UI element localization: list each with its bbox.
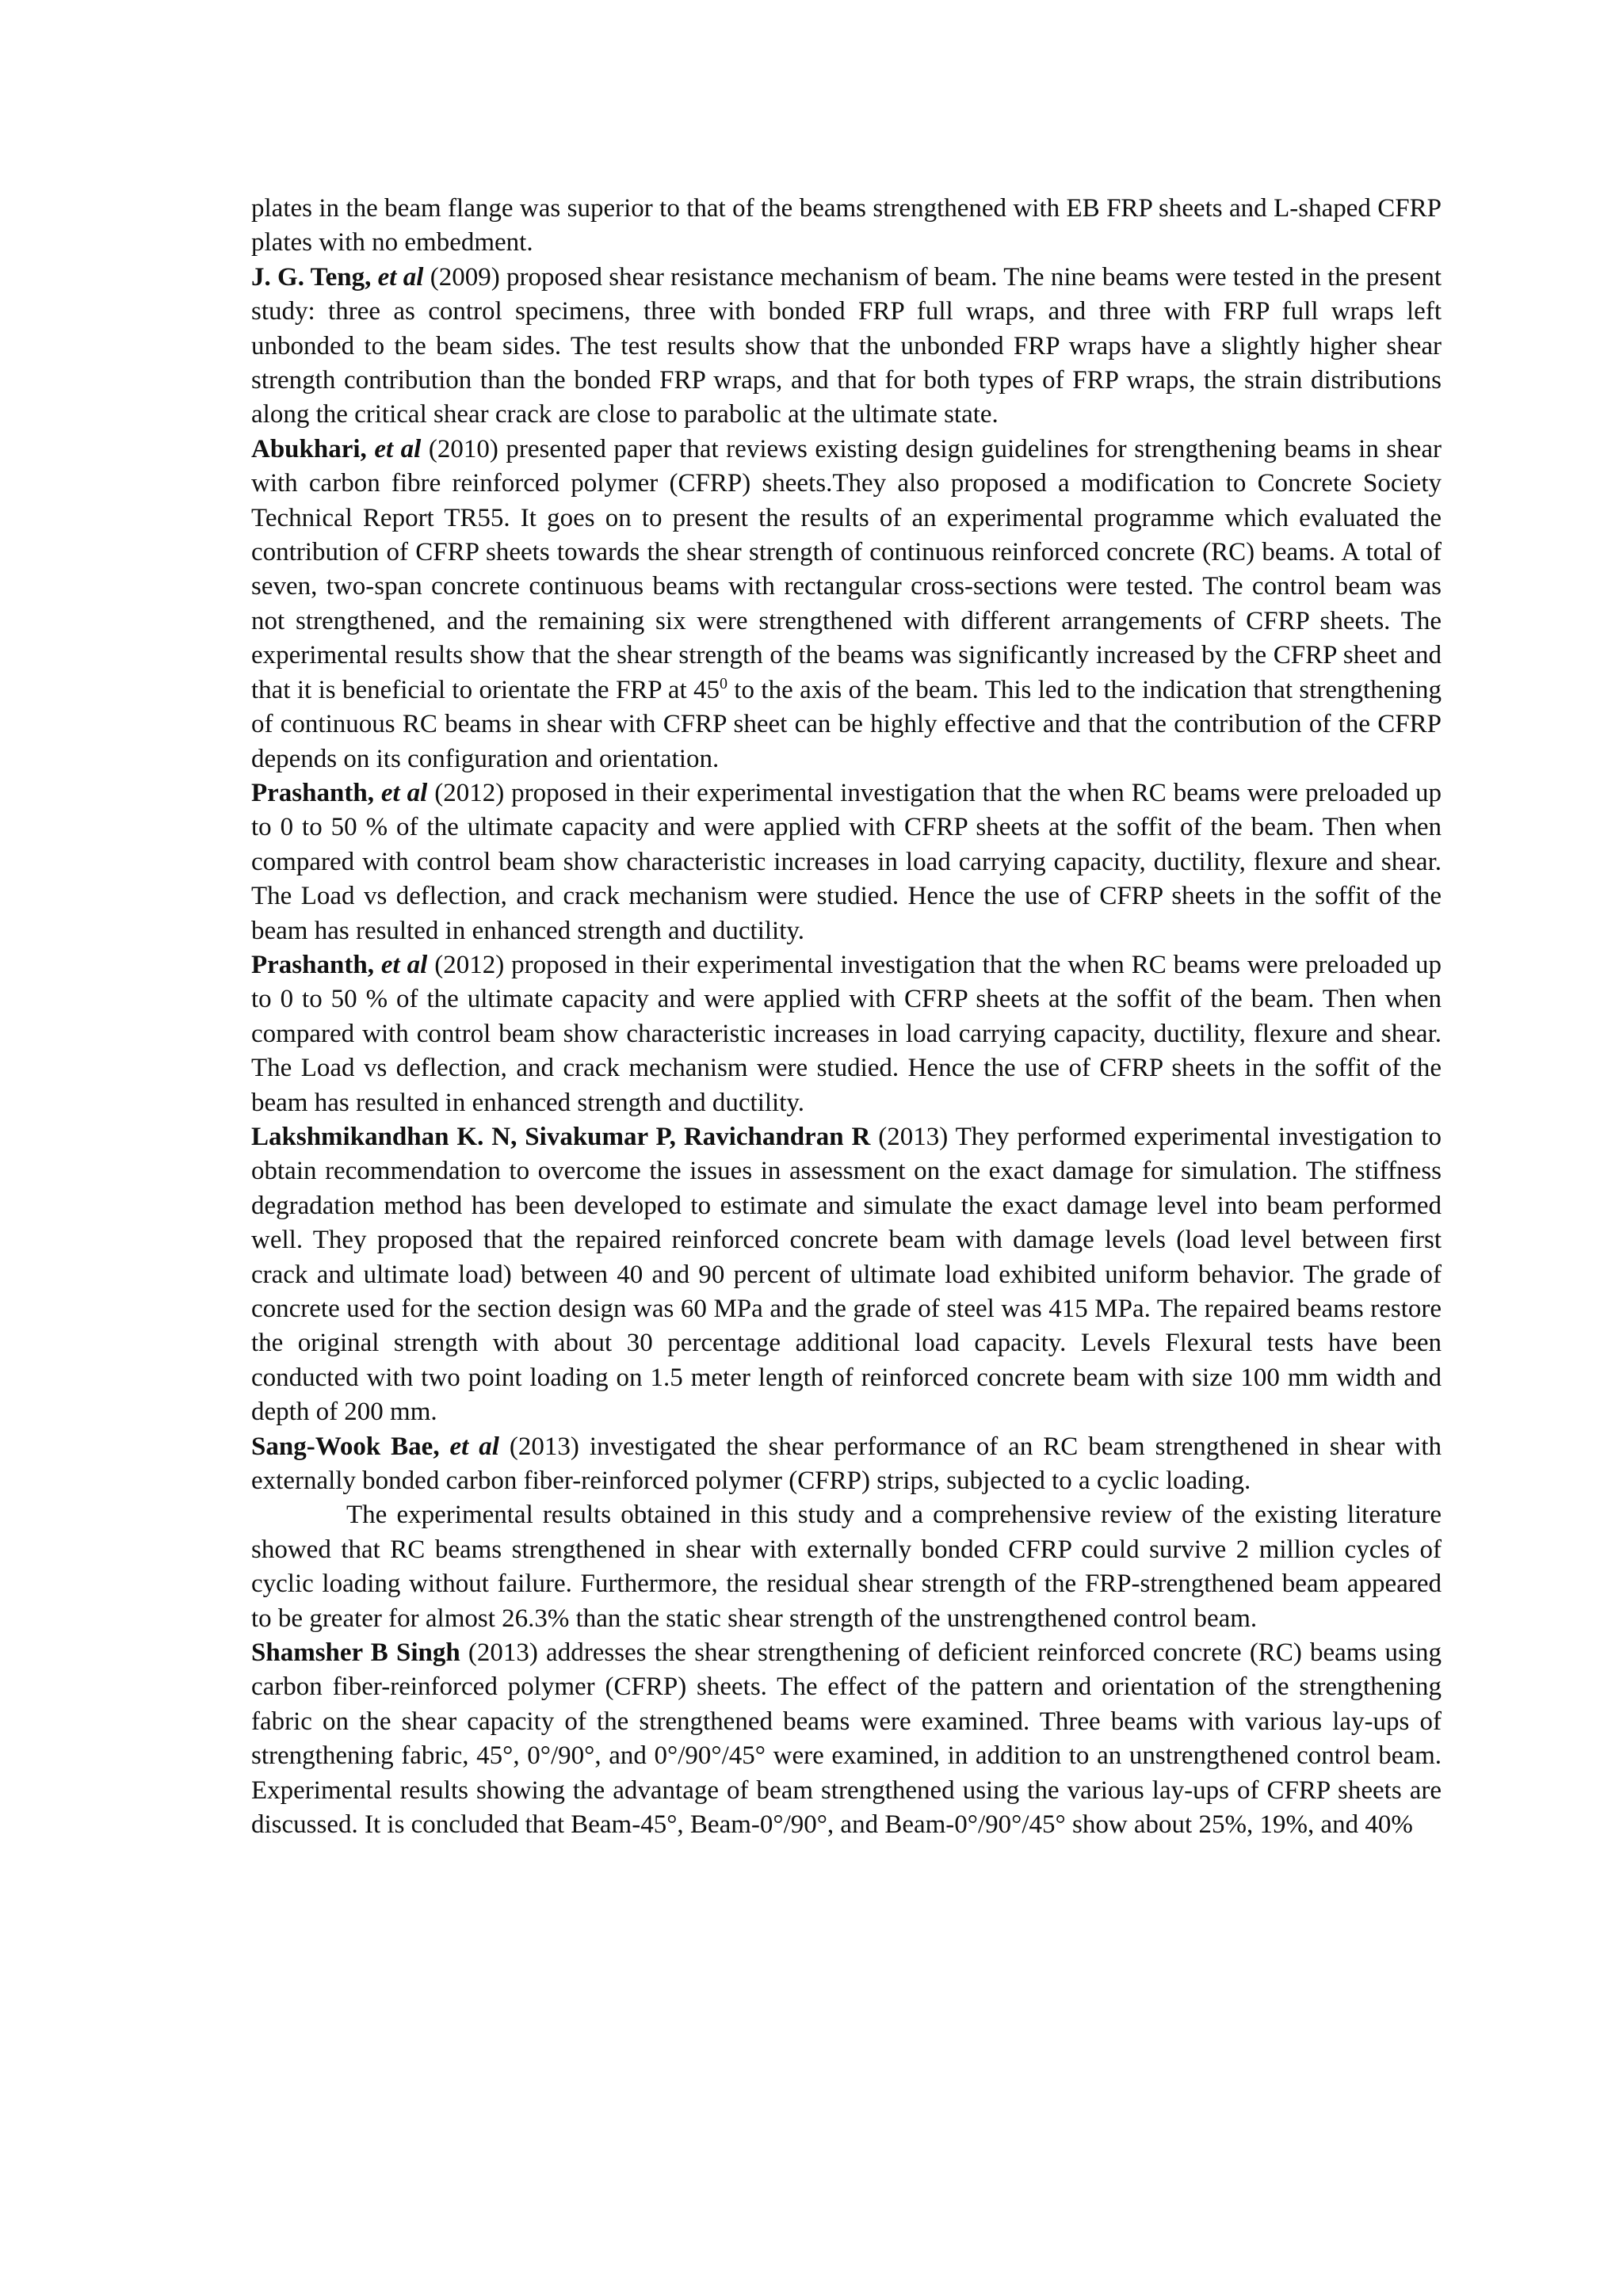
paragraph-prashanth-2012 (251, 776, 1442, 948)
paragraph-singh-2013 (251, 1636, 1442, 1842)
et-al: et al (374, 434, 422, 463)
paragraph-text: (2013) investigated the shear performance of an RC beam strengthened in shear with externally bonded carbon fiber-reinforced polymer (CFRP) strips, subjected to a cyclic loading. (251, 1432, 1442, 1496)
paragraph-text: (2010) presented paper that reviews existing design guidelines for strengthening beams in shear with carbon fibre reinforced polymer (CFRP) sheets.They also proposed a modification to Concrete Society Technical Report TR55. It goes on to present the results of an experimental programme which evaluated the contribution of CFRP sheets towards the shear strength of continuous reinforced concrete (RC) beams. A total of seven, two-span concrete continuous beams with rectangular cross-sections were tested. The control beam was not strengthened, and the remaining six were strengthened with different arrangements of CFRP sheets. The experimental results show that the shear strength of the beams was significantly increased by the CFRP sheet and that it is beneficial to orientate the FRP at 45 (251, 434, 1442, 704)
paragraph-lakshmikandhan-2013 (251, 1120, 1442, 1430)
paragraph-continuation (251, 192, 1442, 261)
paragraph-abukhari-2010 (251, 433, 1442, 776)
et-al: et al (380, 778, 428, 807)
document-body (251, 192, 1442, 1843)
paragraph-teng-2009 (251, 261, 1442, 433)
paragraph-text: plates in the beam flange was superior to that of the beams strengthened with EB FRP sheets and L-shaped CFRP plates with no embedment. (251, 194, 1442, 257)
paragraph-text: (2013) addresses the shear strengthening of deficient reinforced concrete (RC) beams using carbon fiber-reinforced polymer (CFRP) sheets. The effect of the pattern and orientation of the strengthening fabric on the shear capacity of the strengthened beams were examined. Three beams with various lay-ups of strengthening fabric, 45°, 0°/90°, and 0°/90°/45° were examined, in addition to an unstrengthened control beam. Experimental results showing the advantage of beam strengthened using the various lay-ups of CFRP sheets are discussed. It is concluded that Beam-45°, Beam-0°/90°, and Beam-0°/90°/45° show about 25%, 19%, and 40% (251, 1638, 1442, 1840)
paragraph-text-continued: to the axis of the beam. This led to the indication that strengthening of continuous RC beams in shear with CFRP sheet can be highly effective and that the contribution of the CFRP depends on its configuration and orientation. (251, 675, 1442, 773)
paragraph-text: The experimental results obtained in this study and a comprehensive review of the existing literature showed that RC beams strengthened in shear with externally bonded CFRP could survive 2 million cycles of cyclic loading without failure. Furthermore, the residual shear strength of the FRP-strengthened beam appeared to be greater for almost 26.3% than the static shear strength of the unstrengthened control beam. (251, 1501, 1442, 1633)
paragraph-text: (2012) proposed in their experimental investigation that the when RC beams were preloaded up to 0 to 50 % of the ultimate capacity and were applied with CFRP sheets at the soffit of the beam. Then when compared with control beam show characteristic increases in load carrying capacity, ductility, flexure and shear. The Load vs deflection, and crack mechanism were studied. Hence the use of CFRP sheets in the soffit of the beam has resulted in enhanced strength and ductility. (251, 778, 1442, 945)
author-name: Prashanth, (251, 950, 374, 979)
degree-superscript: 0 (720, 674, 728, 692)
author-name: J. G. Teng, (251, 262, 372, 292)
author-name: Prashanth, (251, 778, 374, 807)
et-al: et al (449, 1432, 499, 1461)
author-name: Lakshmikandhan K. N, Sivakumar P, Ravichandran R (251, 1122, 871, 1151)
paragraph-text: (2012) proposed in their experimental investigation that the when RC beams were preloaded up to 0 to 50 % of the ultimate capacity and were applied with CFRP sheets at the soffit of the beam. Then when compared with control beam show characteristic increases in load carrying capacity, ductility, flexure and shear. The Load vs deflection, and crack mechanism were studied. Hence the use of CFRP sheets in the soffit of the beam has resulted in enhanced strength and ductility. (251, 950, 1442, 1117)
et-al: et al (380, 950, 428, 979)
paragraph-text: (2013) They performed experimental investigation to obtain recommendation to overcome the issues in assessment on the exact damage for simulation. The stiffness degradation method has been developed to estimate and simulate the exact damage level into beam performed well. They proposed that the repaired reinforced concrete beam with damage levels (load level between first crack and ultimate load) between 40 and 90 percent of ultimate load exhibited uniform behavior. The grade of concrete used for the section design was 60 MPa and the grade of steel was 415 MPa. The repaired beams restore the original strength with about 30 percentage additional load capacity. Levels Flexural tests have been conducted with two point loading on 1.5 meter length of reinforced concrete beam with size 100 mm width and depth of 200 mm. (251, 1122, 1442, 1427)
author-name: Shamsher B Singh (251, 1638, 460, 1668)
et-al: et al (377, 262, 424, 292)
author-name: Abukhari, (251, 434, 367, 463)
paragraph-bae-2013 (251, 1430, 1442, 1499)
paragraph-text: (2009) proposed shear resistance mechanism of beam. The nine beams were tested in the present study: three as control specimens, three with bonded FRP full wraps, and three with FRP full wraps left unbonded to the beam sides. The test results show that the unbonded FRP wraps have a slightly higher shear strength contribution than the bonded FRP wraps, and that for both types of FRP wraps, the strain distributions along the critical shear crack are close to parabolic at the ultimate state. (251, 262, 1442, 429)
author-name: Sang-Wook Bae, (251, 1432, 440, 1461)
paragraph-prashanth-2012-duplicate (251, 948, 1442, 1120)
paragraph-bae-2013-results (251, 1498, 1442, 1636)
